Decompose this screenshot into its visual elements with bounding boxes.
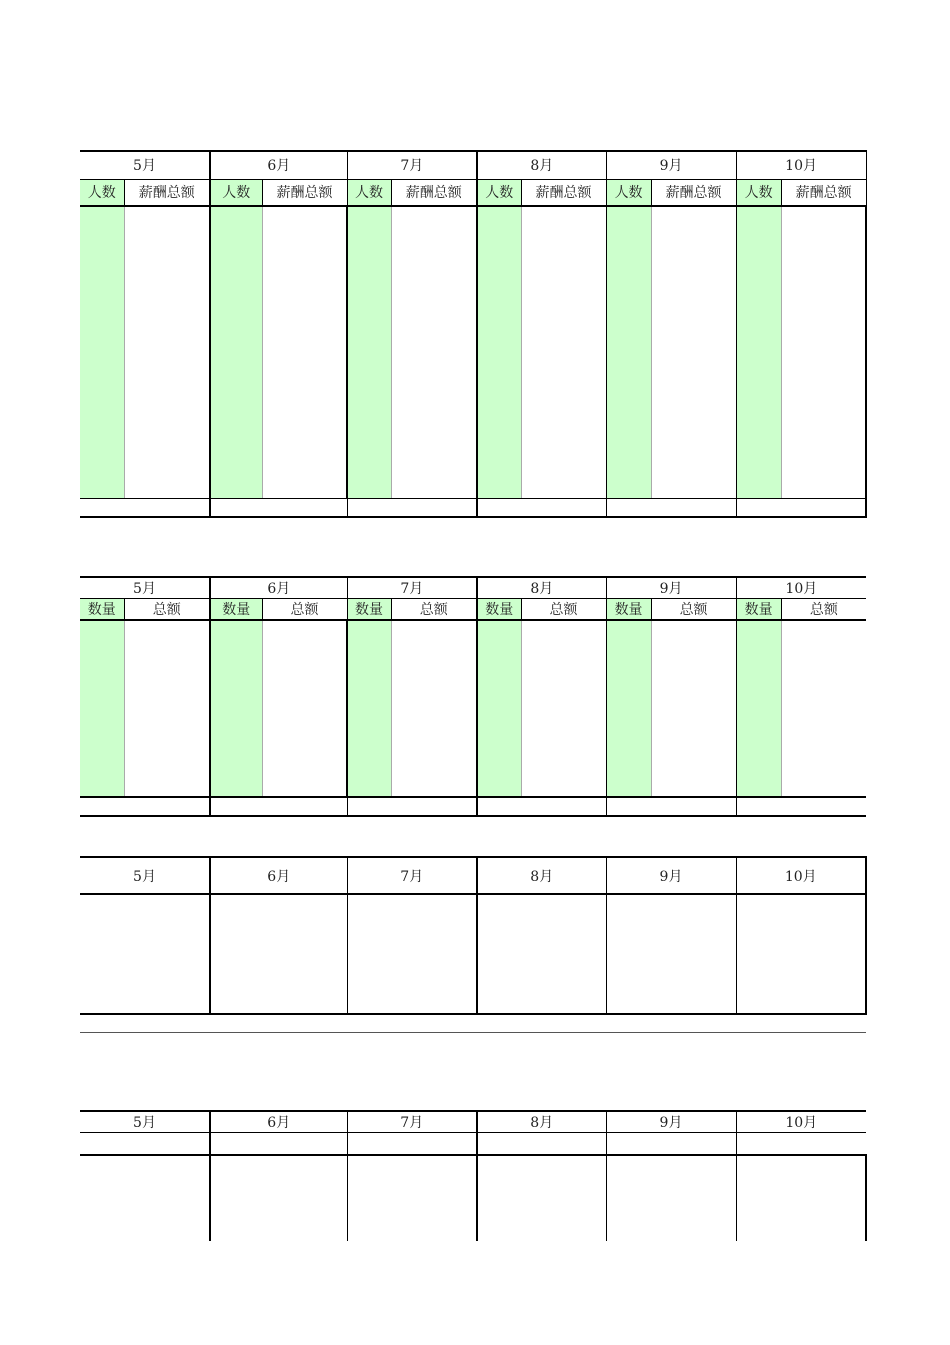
month-header-6: 6月	[210, 151, 347, 179]
data-cell[interactable]	[521, 206, 606, 498]
salary-total-header: 薪酬总额	[781, 179, 866, 206]
data-cell[interactable]	[781, 620, 866, 797]
total-cell[interactable]	[736, 797, 866, 816]
data-cell[interactable]	[477, 1155, 606, 1241]
month-header-6: 6月	[210, 577, 347, 599]
data-cell[interactable]	[124, 206, 210, 498]
month-header-7: 7月	[347, 151, 477, 179]
data-cell[interactable]	[210, 620, 262, 797]
data-cell[interactable]	[606, 1155, 736, 1241]
data-cell[interactable]	[651, 620, 736, 797]
salary-total-header: 薪酬总额	[651, 179, 736, 206]
data-cell[interactable]	[736, 894, 866, 1014]
month-header-8: 8月	[477, 857, 606, 894]
data-cell[interactable]	[606, 206, 651, 498]
data-cell[interactable]	[347, 1155, 477, 1241]
quantity-table	[80, 576, 866, 817]
month-header-9: 9月	[606, 151, 736, 179]
data-cell[interactable]	[736, 1155, 866, 1241]
amount-header: 总额	[391, 599, 477, 621]
sub-header-cell[interactable]	[477, 1133, 606, 1155]
total-cell[interactable]	[347, 797, 477, 816]
amount-header: 总额	[781, 599, 866, 621]
data-cell[interactable]	[210, 1155, 347, 1241]
headcount-header: 人数	[736, 179, 781, 206]
data-cell[interactable]	[606, 620, 651, 797]
month-header-10: 10月	[736, 857, 866, 894]
data-cell[interactable]	[80, 894, 210, 1014]
data-cell[interactable]	[781, 206, 866, 498]
total-cell[interactable]	[736, 498, 866, 517]
quantity-header: 数量	[606, 599, 651, 621]
month-header-9: 9月	[606, 1111, 736, 1133]
sub-header-cell[interactable]	[80, 1133, 210, 1155]
amount-header: 总额	[124, 599, 210, 621]
total-cell[interactable]	[477, 797, 606, 816]
headcount-header: 人数	[606, 179, 651, 206]
sub-header-cell[interactable]	[210, 1133, 347, 1155]
data-cell[interactable]	[391, 620, 477, 797]
data-cell[interactable]	[651, 206, 736, 498]
salary-total-header: 薪酬总额	[124, 179, 210, 206]
month-header-9: 9月	[606, 857, 736, 894]
headcount-header: 人数	[80, 179, 124, 206]
month-header-5: 5月	[80, 1111, 210, 1133]
data-cell[interactable]	[391, 206, 477, 498]
salary-total-header: 薪酬总额	[262, 179, 347, 206]
headcount-header: 人数	[477, 179, 521, 206]
amount-header: 总额	[521, 599, 606, 621]
headcount-header: 人数	[210, 179, 262, 206]
data-cell[interactable]	[80, 206, 124, 498]
month-header-8: 8月	[477, 1111, 606, 1133]
quantity-header: 数量	[347, 599, 391, 621]
sub-header-cell[interactable]	[736, 1133, 866, 1155]
data-cell[interactable]	[262, 620, 347, 797]
salary-total-header: 薪酬总额	[521, 179, 606, 206]
quantity-header: 数量	[210, 599, 262, 621]
data-cell[interactable]	[124, 620, 210, 797]
total-cell[interactable]	[347, 498, 477, 517]
data-cell[interactable]	[477, 894, 606, 1014]
month-header-6: 6月	[210, 857, 347, 894]
total-cell[interactable]	[606, 797, 736, 816]
data-cell[interactable]	[736, 620, 781, 797]
data-cell[interactable]	[347, 894, 477, 1014]
monthly-detail-table	[80, 1110, 866, 1241]
quantity-header: 数量	[477, 599, 521, 621]
data-cell[interactable]	[736, 206, 781, 498]
monthly-summary-table	[80, 856, 866, 1015]
data-cell[interactable]	[606, 894, 736, 1014]
month-header-7: 7月	[347, 857, 477, 894]
data-cell[interactable]	[477, 620, 521, 797]
month-header-8: 8月	[477, 577, 606, 599]
total-cell[interactable]	[606, 498, 736, 517]
data-cell[interactable]	[521, 620, 606, 797]
divider	[80, 1032, 866, 1033]
amount-header: 总额	[651, 599, 736, 621]
total-cell[interactable]	[210, 498, 347, 517]
month-header-7: 7月	[347, 577, 477, 599]
quantity-header: 数量	[80, 599, 124, 621]
month-header-6: 6月	[210, 1111, 347, 1133]
total-cell[interactable]	[210, 797, 347, 816]
data-cell[interactable]	[477, 206, 521, 498]
data-cell[interactable]	[80, 1155, 210, 1241]
quantity-header: 数量	[736, 599, 781, 621]
headcount-header: 人数	[347, 179, 391, 206]
data-cell[interactable]	[80, 620, 124, 797]
month-header-8: 8月	[477, 151, 606, 179]
payroll-table	[80, 150, 866, 518]
month-header-10: 10月	[736, 1111, 866, 1133]
amount-header: 总额	[262, 599, 347, 621]
sub-header-cell[interactable]	[606, 1133, 736, 1155]
month-header-10: 10月	[736, 151, 866, 179]
total-cell[interactable]	[477, 498, 606, 517]
total-cell[interactable]	[80, 498, 210, 517]
month-header-9: 9月	[606, 577, 736, 599]
data-cell[interactable]	[262, 206, 347, 498]
month-header-5: 5月	[80, 857, 210, 894]
data-cell[interactable]	[210, 894, 347, 1014]
month-header-5: 5月	[80, 151, 210, 179]
month-header-5: 5月	[80, 577, 210, 599]
data-cell[interactable]	[210, 206, 262, 498]
month-header-7: 7月	[347, 1111, 477, 1133]
data-cell[interactable]	[347, 620, 391, 797]
data-cell[interactable]	[347, 206, 391, 498]
total-cell[interactable]	[80, 797, 210, 816]
salary-total-header: 薪酬总额	[391, 179, 477, 206]
month-header-10: 10月	[736, 577, 866, 599]
sub-header-cell[interactable]	[347, 1133, 477, 1155]
